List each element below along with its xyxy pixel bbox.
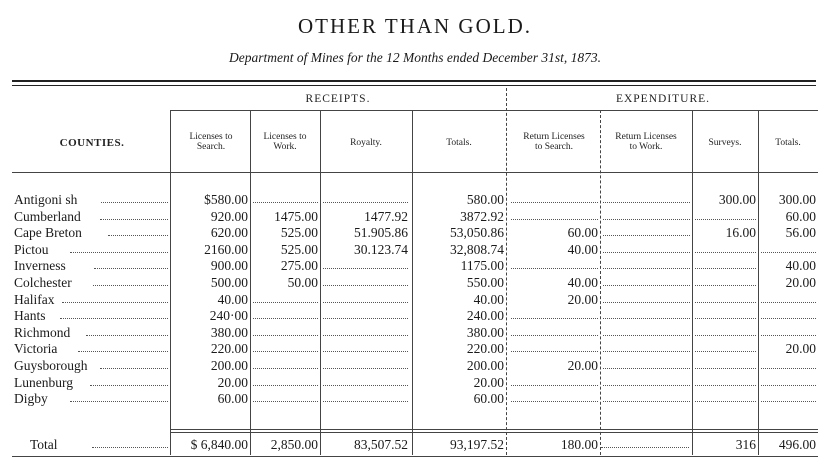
leader-dots: [78, 351, 168, 352]
empty-cell-dots: [511, 219, 598, 220]
empty-cell-dots: [695, 351, 756, 352]
cell-lic-search: 2160.00: [204, 241, 248, 257]
total-licenses-work: 2,850.00: [270, 437, 318, 452]
empty-cell-dots: [761, 252, 816, 253]
county-name: Cape Breton: [14, 225, 82, 241]
county-name: Guysborough: [14, 358, 88, 373]
empty-cell-dots: [695, 368, 756, 369]
cell-lic-search: 60.00: [217, 391, 248, 407]
empty-cell-dots: [603, 335, 690, 336]
empty-cell-dots: [603, 202, 690, 203]
cell-ret-search: 60.00: [567, 225, 598, 241]
leader-dots: [94, 268, 168, 269]
cell-royalty: 30.123.74: [354, 241, 408, 257]
empty-cell-dots: [323, 351, 408, 352]
bottom-rule: [12, 456, 818, 457]
empty-cell-dots: [761, 368, 816, 369]
empty-cell-dots: [603, 318, 690, 319]
cell-ret-search: 20.00: [567, 291, 598, 307]
empty-cell-dots: [511, 318, 598, 319]
empty-cell-dots: [323, 202, 408, 203]
cell-ret-search: 40.00: [567, 275, 598, 290]
empty-cell-dots: [603, 219, 690, 220]
empty-cell-dots: [323, 268, 408, 269]
county-name: Lunenburg: [14, 374, 73, 390]
cell-lic-search: 220.00: [210, 341, 248, 357]
empty-cell-dots: [511, 268, 598, 269]
empty-cell-dots: [761, 401, 816, 402]
empty-cell-dots: [323, 368, 408, 369]
table-row: [0, 209, 830, 224]
empty-cell-dots: [603, 252, 690, 253]
empty-cell-dots: [253, 385, 318, 386]
cell-totals-r: 220.00: [466, 341, 504, 357]
table-row: [0, 292, 830, 307]
table-row: [0, 192, 830, 207]
empty-cell-dots: [511, 351, 598, 352]
header-surveys: Surveys.: [708, 138, 742, 148]
cell-ret-search: 20.00: [567, 358, 598, 373]
cell-totals-r: 60.00: [473, 391, 504, 407]
cell-totals-e: 40.00: [785, 258, 816, 274]
table-row: [0, 225, 830, 240]
cell-lic-search: 200.00: [210, 358, 248, 373]
county-name: Pictou: [14, 241, 49, 257]
cell-surveys: 16.00: [725, 225, 756, 241]
empty-cell-dots: [511, 335, 598, 336]
empty-cell-dots: [695, 401, 756, 402]
table-row: [0, 391, 830, 406]
cell-lic-work: 275.00: [280, 258, 318, 274]
group-expenditure: EXPENDITURE.: [615, 93, 711, 105]
cell-lic-search: 900.00: [210, 258, 248, 274]
cell-totals-e: 20.00: [785, 341, 816, 357]
cell-totals-r: 53,050.86: [450, 225, 504, 241]
empty-cell-dots: [603, 385, 690, 386]
header-royalty: Royalty.: [350, 138, 382, 148]
empty-cell-dots: [253, 351, 318, 352]
empty-cell-dots: [603, 368, 690, 369]
leader-dots: [100, 219, 168, 220]
top-rule: [12, 80, 816, 82]
cell-totals-r: 1175.00: [460, 258, 504, 274]
total-row: [0, 437, 830, 452]
cell-totals-r: 200.00: [466, 358, 504, 373]
empty-cell-dots: [695, 335, 756, 336]
empty-cell-dots: [695, 385, 756, 386]
cell-lic-search: 20.00: [217, 374, 248, 390]
empty-cell-dots: [323, 318, 408, 319]
cell-lic-search: 920.00: [210, 208, 248, 224]
empty-cell-dots: [761, 385, 816, 386]
cell-royalty: 51.905.86: [354, 225, 408, 241]
empty-cell-dots: [253, 202, 318, 203]
cell-lic-work: 50.00: [287, 275, 318, 290]
group-receipts: RECEIPTS.: [305, 93, 371, 105]
leader-dots: [60, 318, 168, 319]
empty-cell-dots: [761, 335, 816, 336]
leader-dots: [101, 202, 168, 203]
cell-lic-search: 240·00: [209, 308, 248, 324]
header-totals-receipts: Totals.: [446, 138, 472, 148]
total-overline: [170, 429, 818, 430]
empty-cell-dots: [323, 302, 408, 303]
header-return-licenses-search: Return Licenses to Search.: [523, 132, 585, 152]
leader-dots: [108, 235, 168, 236]
empty-cell-dots: [695, 252, 756, 253]
page-subtitle: Department of Mines for the 12 Months ended December 31st, 1873.: [229, 50, 601, 65]
empty-cell-dots: [603, 302, 690, 303]
empty-cell-dots: [511, 385, 598, 386]
table-row: [0, 308, 830, 323]
empty-cell-dots: [253, 368, 318, 369]
table-row: [0, 258, 830, 273]
empty-cell-dots: [253, 302, 318, 303]
total-surveys: 316: [735, 437, 756, 452]
header-licenses-work: Licenses to Work.: [263, 132, 307, 152]
county-name: Antigoni sh: [14, 192, 78, 207]
leader-dots: [93, 285, 168, 286]
table-row: [0, 358, 830, 373]
cell-totals-e: 20.00: [785, 275, 816, 290]
cell-totals-r: 580.00: [466, 192, 504, 207]
county-name: Colchester: [14, 275, 72, 290]
county-name: Cumberland: [14, 208, 81, 224]
empty-cell-dots: [603, 401, 690, 402]
empty-cell-dots: [695, 285, 756, 286]
cell-lic-work: 525.00: [280, 225, 318, 241]
county-name: Digby: [14, 391, 48, 407]
cell-totals-r: 32,808.74: [450, 241, 504, 257]
county-name: Victoria: [14, 341, 58, 357]
county-name: Inverness: [14, 258, 66, 274]
header-underline: [12, 172, 818, 173]
cell-lic-work: 525.00: [280, 241, 318, 257]
cell-totals-r: 20.00: [473, 374, 504, 390]
leader-dots: [86, 335, 168, 336]
cell-totals-r: 380.00: [466, 324, 504, 340]
total-licenses-search: $ 6,840.00: [190, 437, 248, 452]
leader-dots: [90, 385, 168, 386]
group-underline: [170, 110, 818, 111]
county-name: Hants: [14, 308, 46, 324]
cell-totals-e: 300.00: [778, 192, 816, 207]
table-row: [0, 341, 830, 356]
leader-dots: [70, 401, 168, 402]
cell-lic-search: $580.00: [204, 192, 248, 207]
top-rule-thin: [12, 85, 816, 86]
cell-lic-work: 1475.00: [274, 208, 318, 224]
table-row: [0, 275, 830, 290]
total-totals-receipts: 93,197.52: [450, 437, 504, 452]
leader-dots: [70, 252, 168, 253]
header-totals-expenditure: Totals.: [775, 138, 801, 148]
empty-cell-dots: [695, 318, 756, 319]
empty-cell-dots: [695, 219, 756, 220]
cell-totals-r: 40.00: [473, 291, 504, 307]
empty-cell-dots: [695, 268, 756, 269]
empty-cell-dots: [603, 285, 690, 286]
table-row: [0, 375, 830, 390]
empty-cell-dots: [253, 318, 318, 319]
empty-cell-dots: [761, 302, 816, 303]
cell-surveys: 300.00: [718, 192, 756, 207]
total-overline-2: [170, 432, 818, 433]
cell-lic-search: 500.00: [210, 275, 248, 290]
cell-totals-e: 60.00: [785, 208, 816, 224]
empty-cell-dots: [695, 302, 756, 303]
total-return-search: 180.00: [560, 437, 598, 452]
total-totals-expenditure: 496.00: [778, 437, 816, 452]
cell-lic-search: 620.00: [210, 225, 248, 241]
empty-cell-dots: [761, 318, 816, 319]
cell-lic-search: 40.00: [217, 291, 248, 307]
empty-cell-dots: [323, 385, 408, 386]
cell-royalty: 1477.92: [364, 208, 408, 224]
leader-dots: [62, 302, 168, 303]
total-label: Total: [30, 437, 58, 452]
total-royalty: 83,507.52: [354, 437, 408, 452]
table-row: [0, 242, 830, 257]
empty-cell-dots: [511, 401, 598, 402]
cell-lic-search: 380.00: [210, 324, 248, 340]
table-row: [0, 325, 830, 340]
empty-cell-dots: [253, 401, 318, 402]
empty-cell-dots: [603, 268, 690, 269]
empty-cell-dots: [603, 351, 690, 352]
leader-dots: [92, 447, 168, 448]
header-counties: COUNTIES.: [59, 137, 125, 149]
leader-dots: [100, 368, 168, 369]
leader-dots: [601, 447, 689, 448]
header-return-licenses-work: Return Licenses to Work.: [615, 132, 677, 152]
county-name: Halifax: [14, 291, 55, 307]
empty-cell-dots: [323, 401, 408, 402]
county-name: Richmond: [14, 324, 71, 340]
header-licenses-search: Licenses to Search.: [189, 132, 233, 152]
page-title: OTHER THAN GOLD.: [297, 14, 532, 38]
cell-totals-r: 3872.92: [460, 208, 504, 224]
empty-cell-dots: [511, 202, 598, 203]
cell-ret-search: 40.00: [567, 241, 598, 257]
empty-cell-dots: [603, 235, 690, 236]
empty-cell-dots: [323, 335, 408, 336]
cell-totals-r: 240.00: [466, 308, 504, 324]
empty-cell-dots: [323, 285, 408, 286]
empty-cell-dots: [253, 335, 318, 336]
cell-totals-e: 56.00: [785, 225, 816, 241]
cell-totals-r: 550.00: [466, 275, 504, 290]
